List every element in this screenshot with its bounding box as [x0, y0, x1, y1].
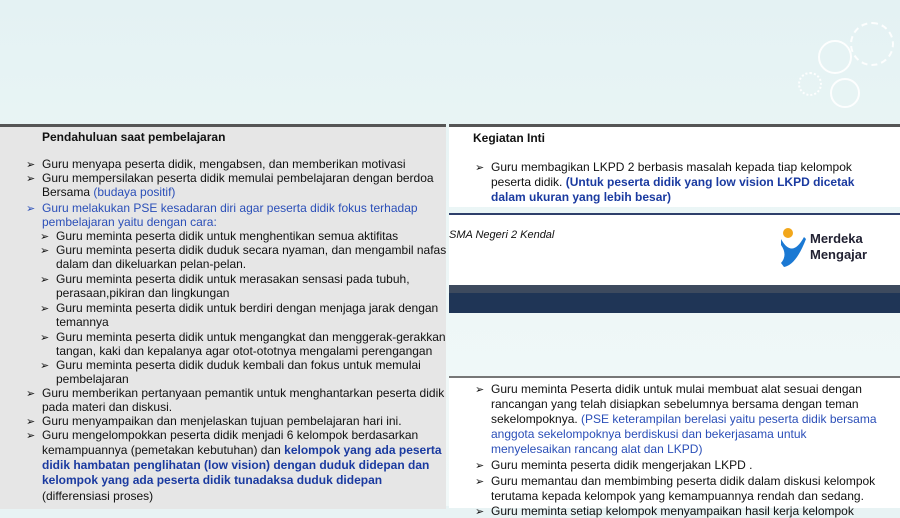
text-line: Guru menyapa peserta didik, mengabsen, dan memberikan motivasi: [42, 157, 406, 171]
bullet-arrow-icon: ➢: [475, 476, 485, 488]
logo-line-1: Merdeka: [810, 231, 863, 246]
text-line: anggota sekelompoknya berdiskusi dan bekerjasama untuk: [491, 427, 807, 441]
right-bottom-document-panel: [449, 376, 900, 518]
bullet-arrow-icon: ➢: [26, 430, 36, 442]
bullet-arrow-icon: ➢: [26, 159, 36, 171]
text-line: Guru meminta peserta didik untuk menghentikan semua aktifitas: [56, 229, 399, 243]
school-name: SMA Negeri 2 Kendal: [449, 229, 555, 241]
text-line: Guru mempersilakan peserta didik memulai pembelajaran dengan berdoa: [42, 171, 434, 185]
text-line: pada materi dan diskusi.: [42, 400, 173, 414]
text-line: terutama kepada kelompok yang kemampuannya rendah dan sedang.: [491, 489, 864, 503]
bullet-arrow-icon: ➢: [40, 360, 50, 372]
text-segment-highlight: kelompok yang ada peserta: [284, 443, 442, 457]
bullet-arrow-icon: ➢: [475, 460, 485, 472]
text-line: Guru menyampaikan dan menjelaskan tujuan pembelajaran hari ini.: [42, 414, 402, 428]
bullet-arrow-icon: ➢: [26, 173, 36, 185]
text-line: didik hambatan penglihatan (low vision) dengan duduk didepan dan: [42, 458, 430, 472]
bullet-arrow-icon: ➢: [26, 203, 36, 215]
text-line: Guru meminta Peserta didik untuk mulai membuat alat sesuai dengan: [491, 382, 862, 396]
bullet-arrow-icon: ➢: [40, 303, 50, 315]
decorative-circles: [790, 0, 900, 120]
text-line: [491, 412, 877, 426]
text-line: Guru memberikan pertanyaan pemantik untuk menghantarkan peserta didik: [42, 386, 445, 400]
text-segment-highlight: (PSE keterampilan berelasi yaitu peserta didik bersama: [581, 412, 877, 426]
text-line: pembelajaran: [56, 372, 129, 386]
text-line: temannya: [56, 315, 109, 329]
text-segment: kemampuannya (pemetakan kebutuhan) dan: [42, 443, 285, 457]
text-line: Guru memantau dan membimbing peserta didik dalam diskusi kelompok: [491, 474, 876, 488]
text-line-highlight: dalam ukuran yang lebih besar): [491, 190, 672, 204]
text-segment-highlight: (Untuk peserta didik yang low vision LKPD dicetak: [565, 175, 855, 189]
bullet-arrow-icon: ➢: [475, 162, 485, 174]
bullet-arrow-icon: ➢: [40, 231, 50, 243]
section-heading-kegiatan: Kegiatan Inti: [473, 131, 546, 145]
text-line: [491, 175, 854, 189]
text-line: Guru meminta peserta didik duduk kembali dan fokus untuk memulai: [56, 358, 421, 372]
bullet-arrow-icon: ➢: [40, 274, 50, 286]
text-line: Guru meminta peserta didik mengerjakan LKPD .: [491, 458, 753, 472]
text-line: Guru meminta peserta didik duduk secara nyaman, dan mengambil nafas: [56, 243, 446, 257]
text-segment: Bersama: [42, 185, 94, 199]
text-line: menyelesaikan rancang alat dan LKPD): [491, 442, 703, 456]
text-line: Guru melakukan PSE kesadaran diri agar peserta didik fokus terhadap: [42, 201, 418, 215]
logo-line-2: Mengajar: [810, 247, 868, 262]
text-line: Guru meminta peserta didik untuk berdiri dengan menjaga jarak dengan: [56, 301, 439, 315]
text-line: Guru membagikan LKPD 2 berbasis masalah kepada tiap kelompok: [491, 160, 852, 174]
text-line: [42, 443, 442, 457]
text-line: Guru meminta peserta didik untuk merasakan sensasi pada tubuh,: [56, 272, 410, 286]
text-line: Guru mengelompokkan peserta didik menjadi 6 kelompok berdasarkan: [42, 428, 419, 442]
bullet-arrow-icon: ➢: [475, 384, 485, 396]
right-top-document-panel: [449, 124, 900, 207]
bullet-arrow-icon: ➢: [26, 416, 36, 428]
text-line: perasaan,pikiran dan lingkungan: [56, 286, 230, 300]
merdeka-mengajar-logo: [778, 225, 888, 269]
text-segment-highlight: (budaya positif): [93, 185, 176, 199]
text-line: Guru meminta peserta didik untuk mengangkat dan menggerak-gerakkan: [56, 330, 446, 344]
left-document-panel: [0, 124, 446, 509]
dark-divider-bar: [449, 285, 900, 313]
text-line: [42, 185, 175, 199]
bullet-arrow-icon: ➢: [40, 332, 50, 344]
text-line: Guru meminta setiap kelompok menyampaikan hasil kerja kelompok: [491, 504, 854, 518]
text-line: tangan, kaki dan kepalanya agar otot-ototnya mengalami perengangan: [56, 344, 433, 358]
text-segment: sekelompoknya.: [491, 412, 582, 426]
section-heading: Pendahuluan saat pembelajaran: [42, 130, 226, 144]
text-segment: peserta didik.: [491, 175, 563, 189]
text-line: rancangan yang telah disiapkan sebelumnya bersama dengan teman: [491, 397, 859, 411]
logo-icon: [778, 225, 808, 269]
bullet-arrow-icon: ➢: [26, 388, 36, 400]
text-line: kelompok yang ada peserta didik tunadaksa duduk didepan: [42, 473, 383, 487]
text-line: (differensiasi proses): [42, 489, 154, 503]
text-line: pembelajaran yaitu dengan cara:: [42, 215, 217, 229]
bullet-arrow-icon: ➢: [40, 245, 50, 257]
footer-band: [449, 213, 900, 287]
text-line: dalam dan dikeluarkan pelan-pelan.: [56, 257, 247, 271]
bullet-arrow-icon: ➢: [475, 506, 485, 518]
